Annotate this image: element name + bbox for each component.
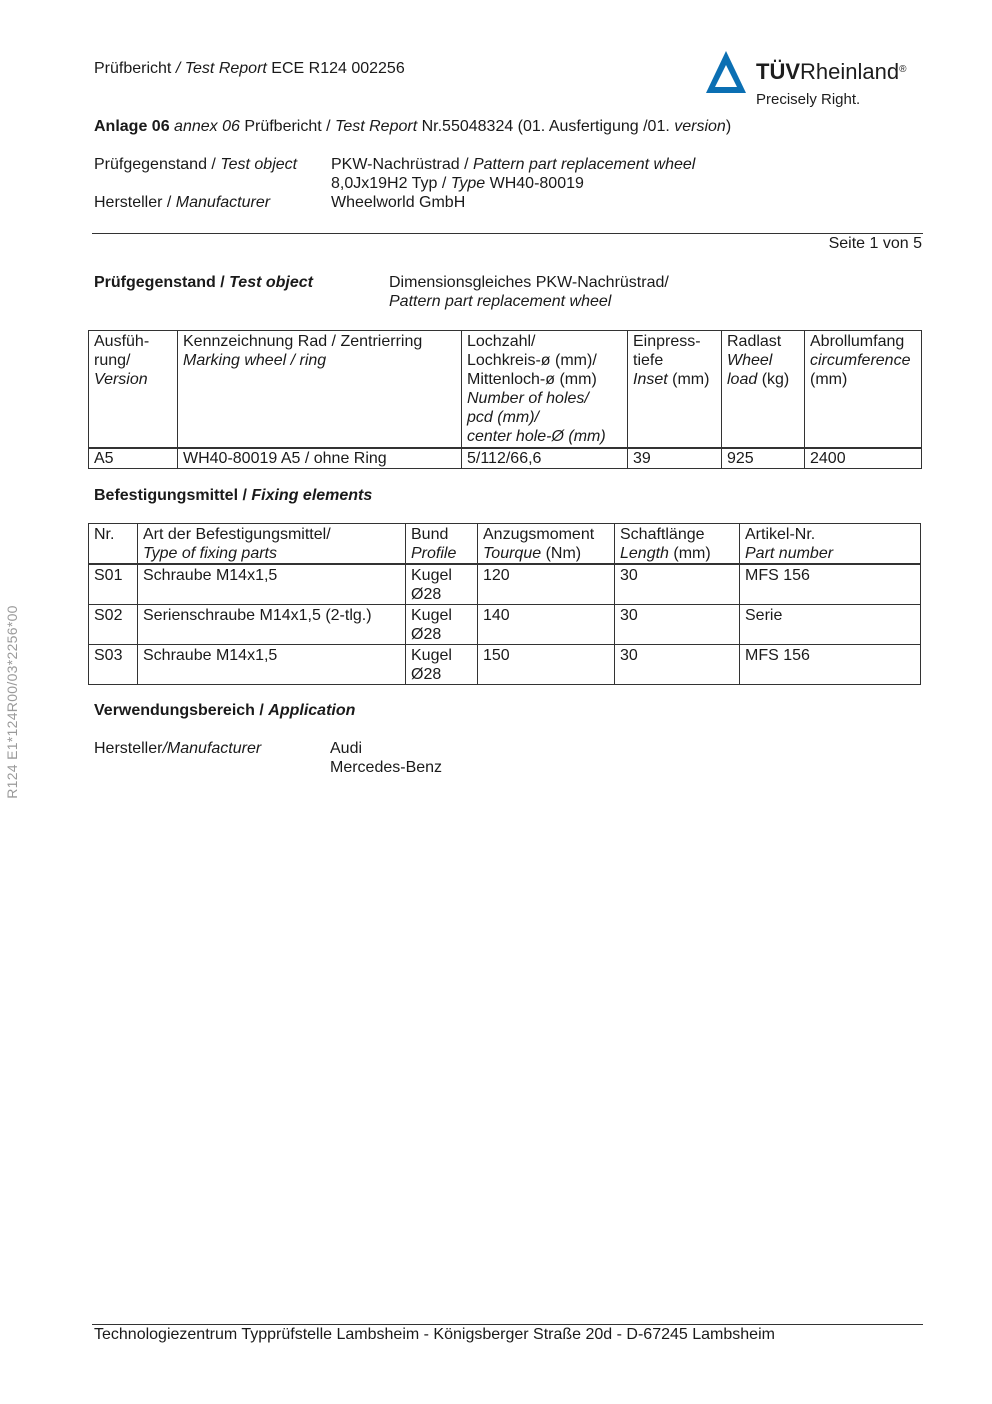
col-holes-en3: center hole-Ø (mm) [467, 428, 606, 445]
object-label-de: Prüfgegenstand / [94, 156, 221, 173]
annex-report-en: Test Report [335, 118, 418, 135]
cell-marking: WH40-80019 A5 / ohne Ring [178, 448, 462, 469]
cell-nr: S03 [89, 645, 138, 685]
application-manufacturer-label [94, 739, 261, 758]
annex-close: ) [725, 118, 732, 135]
test-object-value [389, 273, 669, 311]
test-object-label-en: Test object [229, 274, 313, 291]
logo-registered: ® [899, 64, 907, 75]
object-value [331, 155, 695, 174]
logo-wordmark [756, 59, 906, 85]
col-torque-en [483, 544, 614, 563]
col-shaft-en-word: Length [620, 545, 669, 562]
logo-tuv: TÜV [756, 59, 800, 84]
cell-profile-1: Kugel [411, 647, 452, 664]
annex-report-de: Prüfbericht / [239, 118, 336, 135]
col-load [722, 331, 805, 449]
test-object-label [94, 273, 313, 292]
cell-torque: 150 [478, 645, 615, 685]
report-label-en: Test Report [184, 60, 267, 77]
col-inset-en-word: Inset [633, 371, 668, 388]
col-version-de1: Ausfüh- [94, 333, 150, 350]
col-part-number [740, 524, 921, 565]
object-value-en: Pattern part replacement wheel [472, 156, 696, 173]
manufacturer-value: Wheelworld GmbH [331, 194, 466, 211]
col-holes-en1: Number of holes/ [467, 390, 589, 407]
col-version-en: Version [94, 371, 148, 388]
application-label-en: /Manufacturer [162, 740, 262, 757]
table-row [89, 448, 922, 469]
col-marking [178, 331, 462, 449]
col-holes-en2: pcd (mm)/ [467, 409, 539, 426]
col-nr: Nr. [89, 524, 138, 565]
cell-profile-2: Ø28 [411, 586, 442, 603]
col-load-de: Radlast [727, 333, 782, 350]
cell-part-number: Serie [740, 605, 921, 645]
col-part-en: Part number [745, 545, 834, 562]
col-shaft-length [615, 524, 740, 565]
annex-line [94, 117, 731, 136]
application-heading-de: Verwendungsbereich / [94, 702, 269, 719]
type-value: WH40-80019 [485, 175, 584, 192]
fixing-heading-en: Fixing elements [251, 487, 373, 504]
tuv-triangle-icon [704, 49, 748, 95]
col-fixing-type-de: Art der Befestigungsmittel/ [143, 526, 331, 543]
cell-part-number: MFS 156 [740, 645, 921, 685]
cell-version: A5 [89, 448, 178, 469]
report-id: ECE R124 002256 [266, 60, 405, 77]
cell-nr: S01 [89, 564, 138, 605]
object-label-en: Test object [220, 156, 298, 173]
footer-address: Technologiezentrum Typprüfstelle Lambsheim - Königsberger Straße 20d - D-67245 Lambsheim [94, 1326, 775, 1343]
col-inset-unit: (mm) [667, 371, 710, 388]
annex-version-en: version [674, 118, 726, 135]
cell-profile [406, 605, 478, 645]
application-label-de: Hersteller [94, 740, 163, 757]
col-circ-unit: (mm) [810, 371, 848, 388]
logo-tagline: Precisely Right. [756, 91, 861, 108]
type-en: Type [450, 175, 486, 192]
cell-shaft-length: 30 [615, 564, 740, 605]
object-value-de: PKW-Nachrüstrad / [331, 156, 473, 173]
cell-fixing-type: Serienschraube M14x1,5 (2-tlg.) [138, 605, 406, 645]
cell-fixing-type: Schraube M14x1,5 [138, 645, 406, 685]
test-object-label-de: Prüfgegenstand / [94, 274, 230, 291]
type-prefix: 8,0Jx19H2 Typ / [331, 175, 451, 192]
cell-fixing-type: Schraube M14x1,5 [138, 564, 406, 605]
col-inset-de1: Einpress- [633, 333, 701, 350]
cell-torque: 140 [478, 605, 615, 645]
report-sep: / [171, 60, 185, 77]
wheel-table [88, 330, 922, 469]
cell-profile-1: Kugel [411, 567, 452, 584]
cell-profile [406, 564, 478, 605]
col-inset [628, 331, 722, 449]
cell-profile-2: Ø28 [411, 626, 442, 643]
col-profile-de: Bund [411, 526, 449, 543]
annex-en: annex 06 [169, 118, 240, 135]
annex-number: Anlage 06 [94, 118, 170, 135]
tuv-logo [704, 49, 934, 113]
col-torque-unit: (Nm) [541, 545, 582, 562]
col-load-en [727, 370, 804, 389]
test-object-value-en: Pattern part replacement wheel [389, 293, 612, 310]
cell-circumference: 2400 [805, 448, 922, 469]
list-item: Mercedes-Benz [330, 759, 443, 776]
table-row [89, 645, 921, 685]
col-part-de: Artikel-Nr. [745, 526, 816, 543]
col-inset-de2: tiefe [633, 352, 664, 369]
cell-torque: 120 [478, 564, 615, 605]
col-marking-en: Marking wheel / ring [183, 352, 327, 369]
col-load-en2: load [727, 371, 758, 388]
col-inset-en [633, 370, 721, 389]
fixing-heading-de: Befestigungsmittel / [94, 487, 252, 504]
col-shaft-en [620, 544, 739, 563]
col-circ-en: circumference [810, 352, 911, 369]
col-circumference [805, 331, 922, 449]
wheel-table-header [89, 331, 922, 449]
cell-profile [406, 645, 478, 685]
cell-profile-2: Ø28 [411, 666, 442, 683]
object-type [331, 174, 584, 193]
application-manufacturer-list [330, 739, 442, 777]
header-divider [92, 233, 923, 234]
side-approval-stamp: R124 E1*124R00/03*2256*00 [4, 605, 20, 799]
cell-shaft-length: 30 [615, 645, 740, 685]
cell-nr: S02 [89, 605, 138, 645]
annex-report-number: Nr.55048324 (01. Ausfertigung /01. [417, 118, 675, 135]
test-object-value-de: Dimensionsgleiches PKW-Nachrüstrad/ [389, 274, 669, 291]
cell-inset: 39 [628, 448, 722, 469]
col-shaft-unit: (mm) [668, 545, 711, 562]
manufacturer-label-en: Manufacturer [175, 194, 271, 211]
cell-part-number: MFS 156 [740, 564, 921, 605]
report-title-line [94, 59, 405, 78]
col-fixing-type [138, 524, 406, 565]
col-shaft-de: Schaftlänge [620, 526, 705, 543]
application-heading-en: Application [268, 702, 356, 719]
page-indicator: Seite 1 von 5 [828, 235, 922, 252]
col-holes-de1: Lochzahl/ [467, 333, 536, 350]
col-holes-de3: Mittenloch-ø (mm) [467, 371, 597, 388]
col-fixing-type-en: Type of fixing parts [143, 545, 277, 562]
manufacturer-label [94, 193, 270, 212]
cell-holes: 5/112/66,6 [462, 448, 628, 469]
col-holes-de2: Lochkreis-ø (mm)/ [467, 352, 597, 369]
col-load-unit: (kg) [757, 371, 790, 388]
col-torque-en-word: Tourque [483, 545, 542, 562]
list-item: Audi [330, 740, 363, 757]
col-torque [478, 524, 615, 565]
cell-load: 925 [722, 448, 805, 469]
table-row [89, 605, 921, 645]
col-holes [462, 331, 628, 449]
manufacturer-label-de: Hersteller / [94, 194, 176, 211]
table-row [89, 564, 921, 605]
col-marking-de: Kennzeichnung Rad / Zentrierring [183, 333, 423, 350]
logo-rheinland: Rheinland [800, 59, 900, 84]
col-version [89, 331, 178, 449]
col-profile [406, 524, 478, 565]
cell-shaft-length: 30 [615, 605, 740, 645]
fixing-table-header [89, 524, 921, 565]
col-profile-en: Profile [411, 545, 457, 562]
application-heading [94, 701, 355, 720]
fixing-table [88, 523, 921, 685]
cell-profile-1: Kugel [411, 607, 452, 624]
col-load-en1: Wheel [727, 352, 773, 369]
object-label [94, 155, 297, 174]
fixing-heading [94, 486, 372, 505]
report-label-de: Prüfbericht [94, 60, 172, 77]
col-circ-de: Abrollumfang [810, 333, 905, 350]
col-torque-de: Anzugsmoment [483, 526, 595, 543]
col-version-de2: rung/ [94, 352, 131, 369]
